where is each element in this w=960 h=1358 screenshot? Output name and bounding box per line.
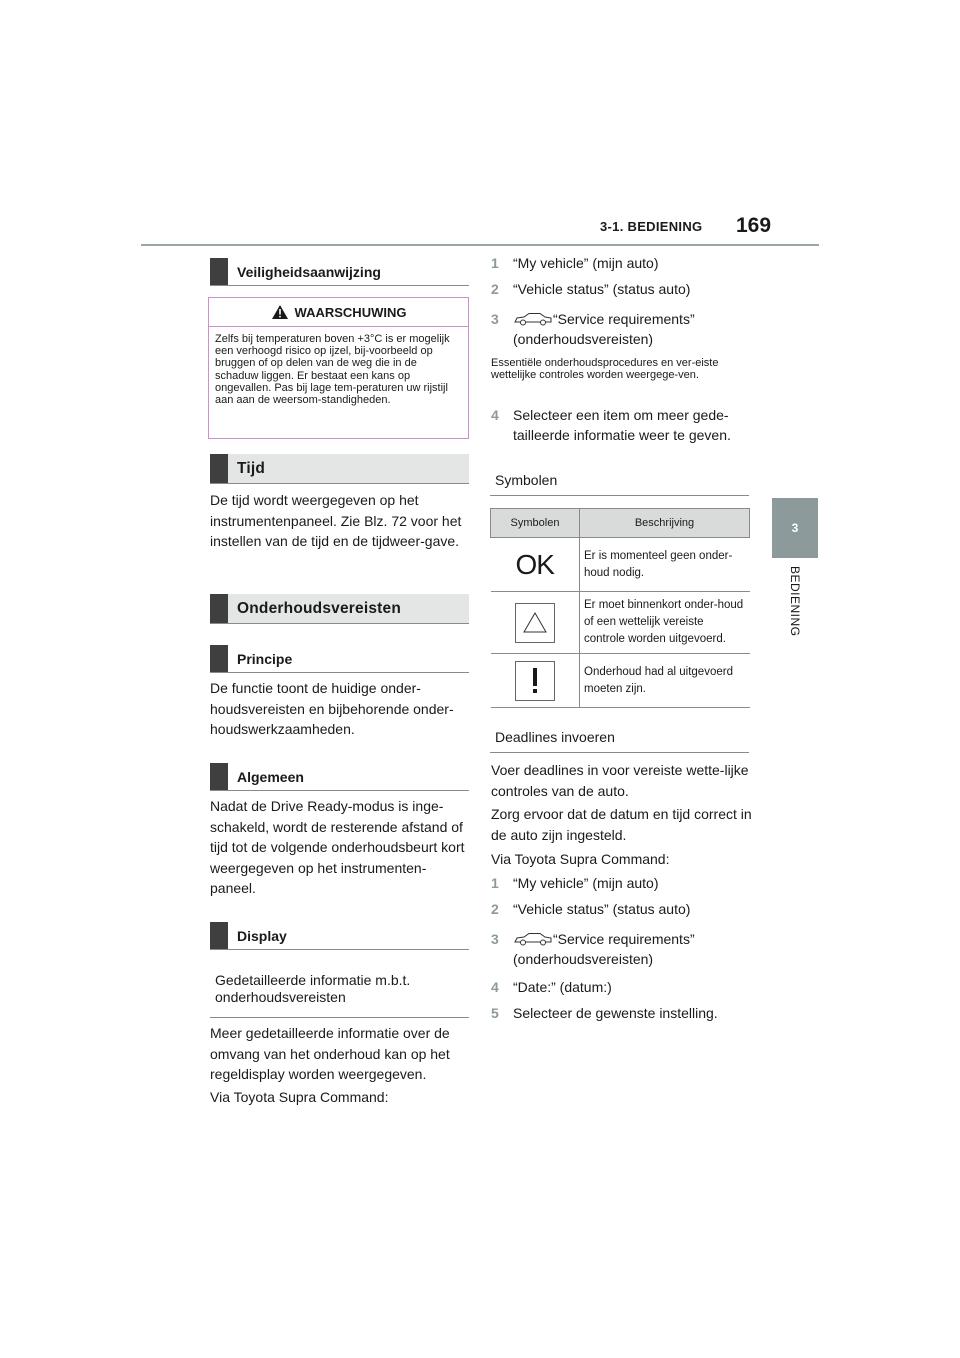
step-number: 3	[491, 931, 499, 947]
desc-cell: Onderhoud had al uitgevoerd moeten zijn.	[580, 654, 750, 708]
car-icon	[513, 312, 553, 326]
step-text: “My vehicle” (mijn auto)	[513, 875, 659, 891]
step-text: “Service requirements” (onderhoudsvereisten)	[513, 311, 695, 347]
step-text: “Vehicle status” (status auto)	[513, 281, 691, 297]
desc-cell: Er moet binnenkort onder-houd of een wettelijk vereiste controle worden uitgevoerd.	[580, 592, 750, 654]
step-b4	[491, 977, 751, 997]
heading-algemeen	[210, 763, 469, 791]
detail-paragraph: Meer gedetailleerde informatie over de omvang van het onderhoud kan op het regeldisplay worden weergegeven.	[210, 1025, 450, 1082]
step-text: “My vehicle” (mijn auto)	[513, 255, 659, 271]
heading-bar	[210, 594, 228, 623]
step-text-wrap	[513, 309, 743, 349]
heading-safety	[210, 258, 469, 286]
tijd-paragraph: De tijd wordt weergegeven op het instrumentenpaneel. Zie Blz. 72 voor het instellen van de tijd en de tijdweer-gave.	[210, 492, 462, 549]
warning-body: Zelfs bij temperaturen boven +3°C is er mogelijk een verhoogd risico op ijzel, bij-voorbeeld op bruggen of op delen van de weg die in de schaduw liggen. Er bestaat een kans op ongevallen. Pas bij lage tem-peraturen uw rijstijl aan aan de weersom-standigheden.	[215, 333, 450, 407]
chapter-tab	[772, 498, 818, 558]
section-title: 3-1. BEDIENING	[600, 219, 703, 234]
table-row	[491, 538, 750, 592]
step-number: 3	[491, 311, 499, 327]
step-text: Selecteer een item om meer gede-tailleerde informatie weer te geven.	[513, 407, 731, 443]
algemeen-paragraph: Nadat de Drive Ready-modus is inge-schakeld, wordt de resterende afstand of tijd tot de volgende onderhoudsbeurt kort weergegeven op het instrumenten-paneel.	[210, 798, 465, 896]
warning-title: WAARSCHUWING	[294, 304, 407, 320]
warning-triangle-icon	[271, 304, 289, 320]
warning-triangle-outline-icon	[515, 603, 555, 643]
step-a1	[491, 253, 751, 273]
ok-symbol-icon: OK	[515, 548, 554, 580]
via-command-left: Via Toyota Supra Command:	[210, 1089, 389, 1105]
table-row	[491, 654, 750, 708]
step-text-wrap	[513, 929, 743, 969]
car-icon	[513, 932, 553, 946]
heading-principe-text: Principe	[237, 650, 293, 667]
step-b2	[491, 899, 751, 919]
heading-safety-text: Veiligheidsaanwijzing	[237, 263, 381, 280]
header-rule	[141, 244, 819, 246]
heading-onderhoud	[210, 594, 469, 624]
step-b3	[491, 929, 751, 969]
symbol-cell	[491, 654, 580, 708]
step-a4	[491, 405, 751, 445]
symbol-cell	[491, 592, 580, 654]
heading-algemeen-text: Algemeen	[237, 768, 304, 785]
note-essential: Essentiële onderhoudsprocedures en ver-eiste wettelijke controles worden weergege-ven.	[491, 357, 719, 381]
heading-principe	[210, 645, 469, 673]
deadlines-paragraph-2: Zorg ervoor dat de datum en tijd correct in de auto zijn ingesteld.	[491, 806, 752, 843]
principe-paragraph: De functie toont de huidige onder-houdsvereisten en bijbehorende onder-houdswerkzaamheden.	[210, 680, 454, 737]
warning-header	[209, 298, 468, 327]
step-text: “Service requirements” (onderhoudsvereisten)	[513, 931, 695, 967]
step-text: “Date:” (datum:)	[513, 979, 612, 995]
symbols-table	[490, 508, 750, 708]
step-number: 2	[491, 901, 499, 917]
symbol-cell	[491, 538, 580, 592]
step-number: 4	[491, 979, 499, 995]
heading-display	[210, 922, 469, 950]
heading-bar	[210, 763, 228, 790]
via-command-right: Via Toyota Supra Command:	[491, 851, 670, 867]
step-a3	[491, 309, 751, 349]
heading-tijd	[210, 454, 469, 484]
heading-bar	[210, 258, 228, 285]
col-symbol-header: Symbolen	[491, 509, 580, 538]
heading-detail: Gedetailleerde informatie m.b.t. onderhoudsvereisten	[210, 972, 469, 1018]
col-desc-header: Beschrijving	[580, 509, 750, 538]
step-number: 1	[491, 875, 499, 891]
heading-bar	[210, 922, 228, 949]
chapter-number: 3	[791, 521, 799, 535]
heading-deadlines: Deadlines invoeren	[490, 723, 749, 753]
deadlines-paragraph-1: Voer deadlines in voor vereiste wette-lijke controles van de auto.	[491, 762, 749, 799]
desc-cell: Er is momenteel geen onder-houd nodig.	[580, 538, 750, 592]
chapter-label	[780, 566, 810, 646]
exclamation-icon	[515, 661, 555, 701]
step-a2	[491, 279, 751, 299]
heading-onderhoud-text: Onderhoudsvereisten	[237, 599, 402, 617]
heading-display-text: Display	[237, 927, 287, 944]
step-b1	[491, 873, 751, 893]
table-header-row	[491, 509, 750, 538]
step-text: Selecteer de gewenste instelling.	[513, 1005, 718, 1021]
step-number: 5	[491, 1005, 499, 1021]
step-b5	[491, 1003, 751, 1023]
step-text: “Vehicle status” (status auto)	[513, 901, 691, 917]
page-number: 169	[736, 214, 772, 237]
heading-bar	[210, 454, 228, 483]
heading-symbolen: Symbolen	[490, 468, 749, 496]
step-number: 4	[491, 407, 499, 423]
step-number: 2	[491, 281, 499, 297]
heading-bar	[210, 645, 228, 672]
heading-tijd-text: Tijd	[237, 459, 266, 477]
warning-box	[208, 297, 469, 439]
step-number: 1	[491, 255, 499, 271]
table-row	[491, 592, 750, 654]
chapter-label-text: BEDIENING	[788, 566, 802, 637]
